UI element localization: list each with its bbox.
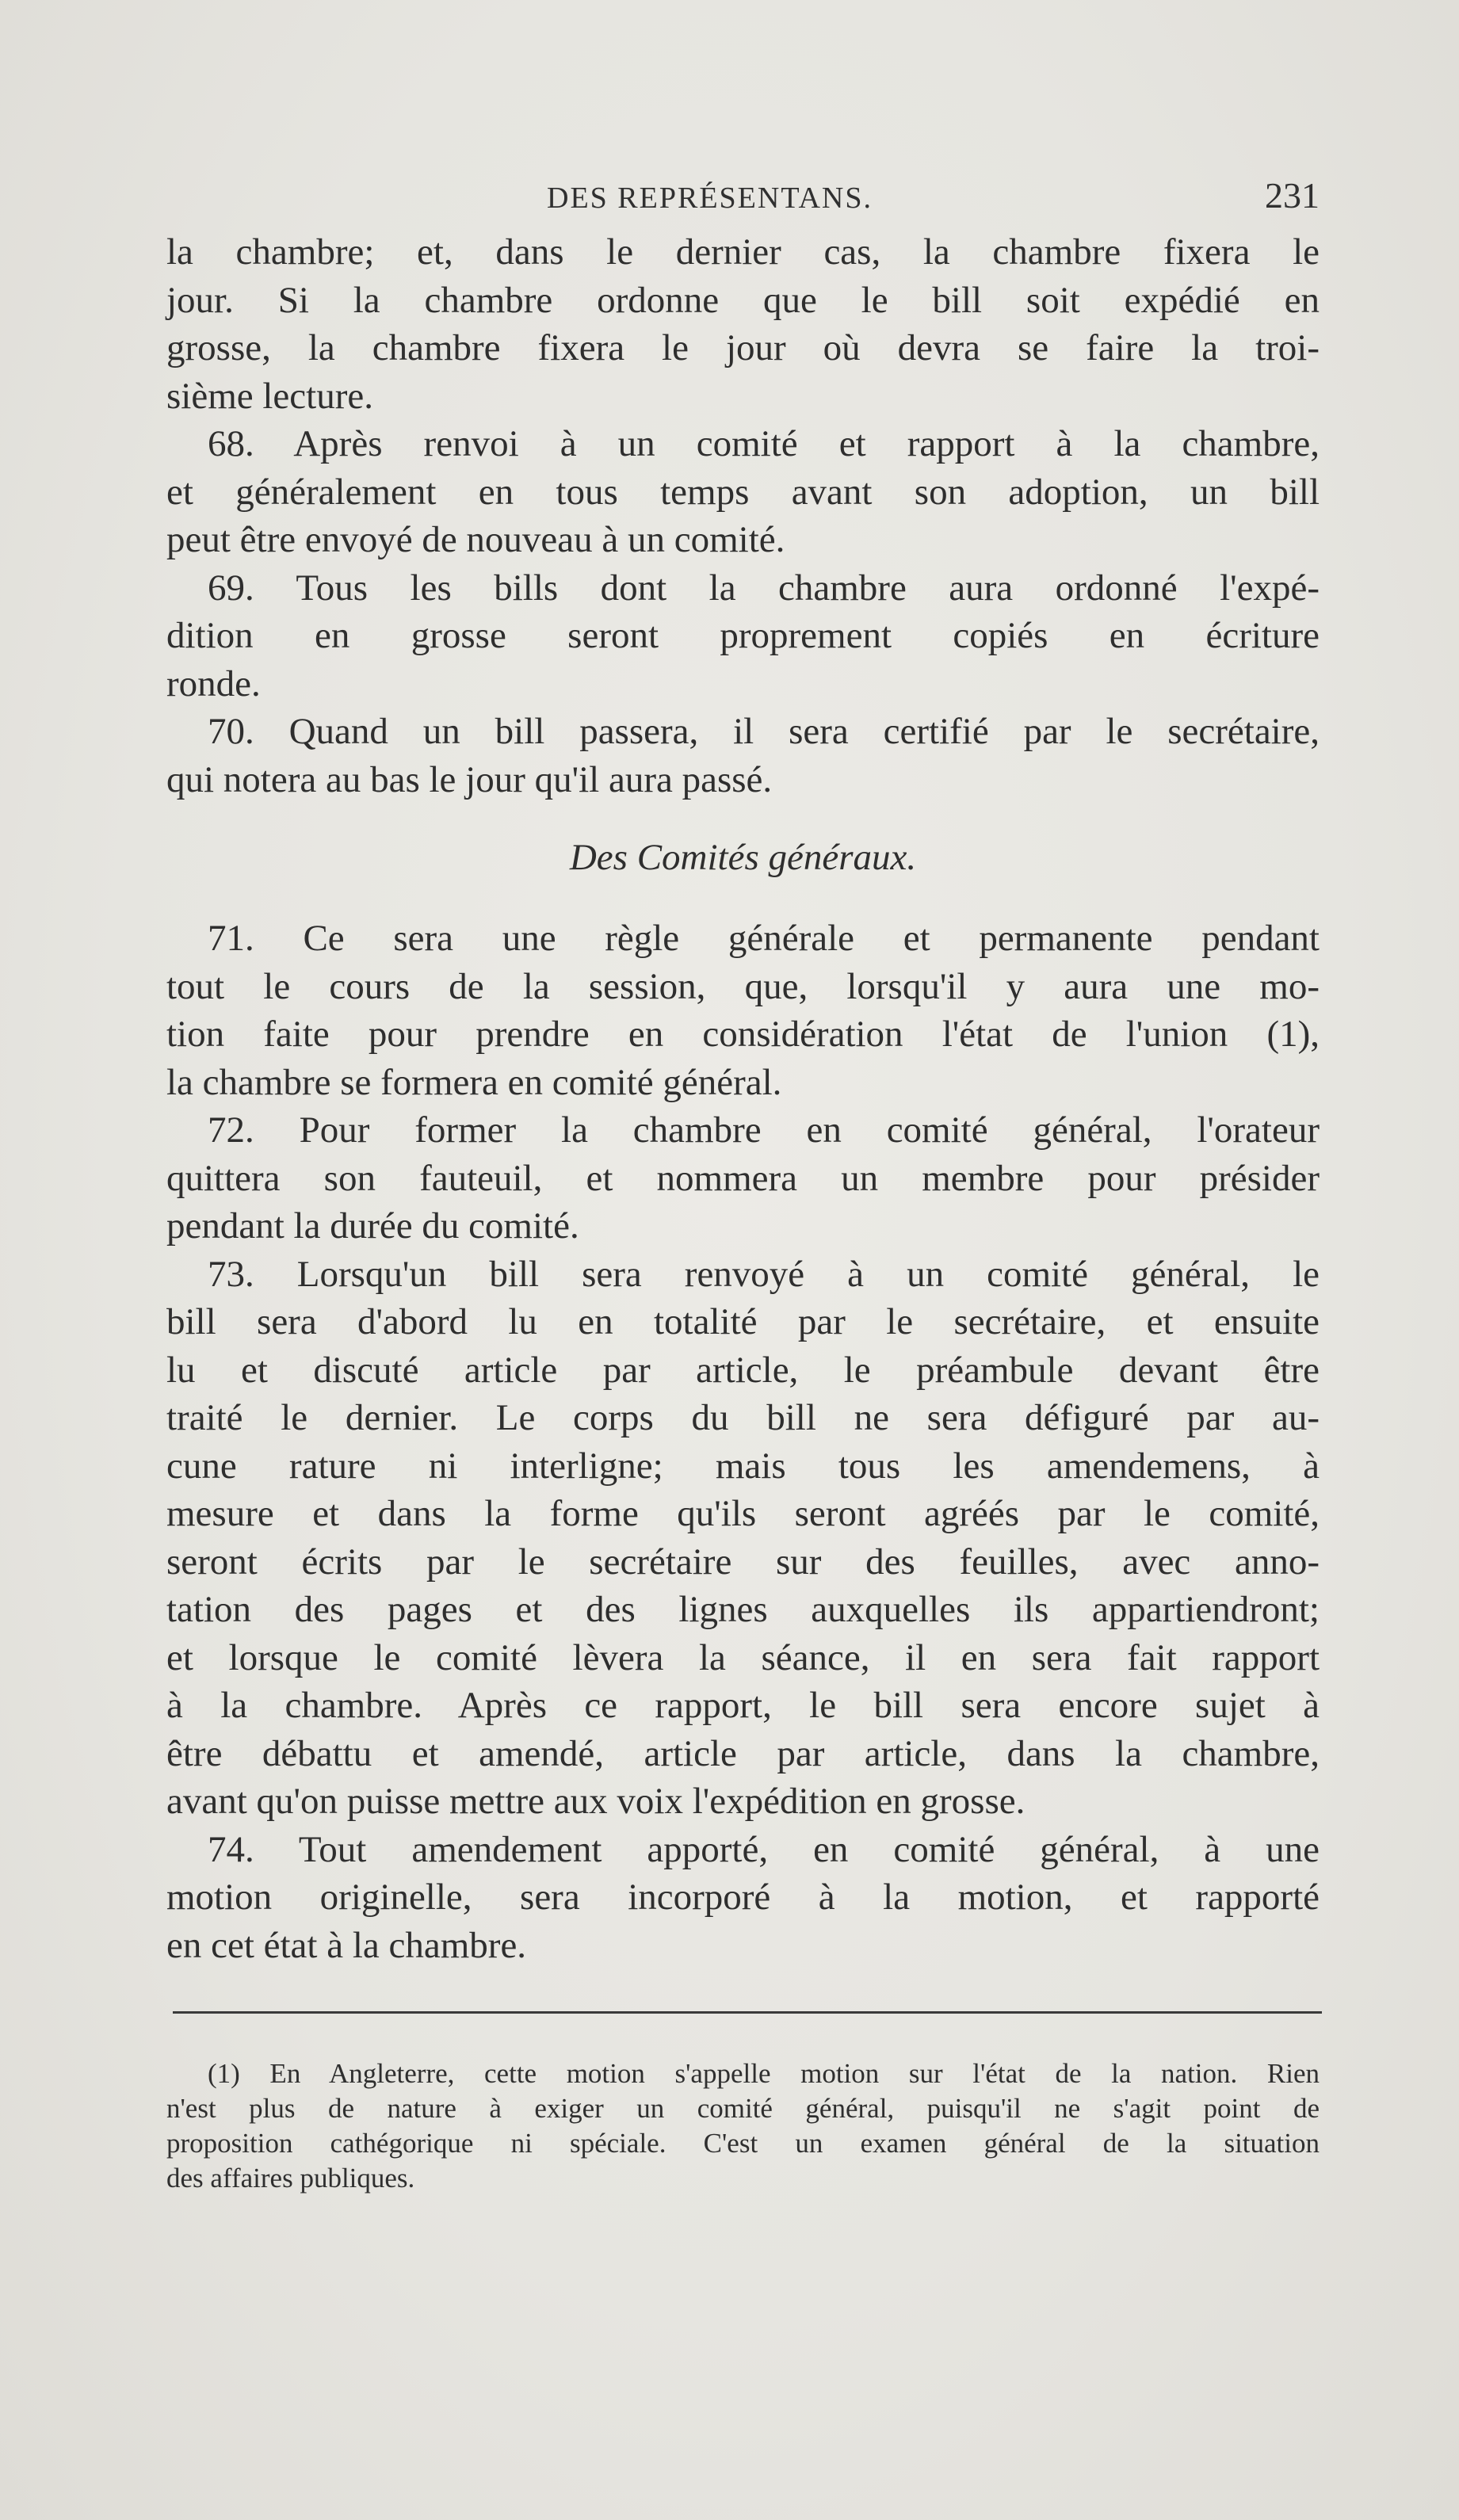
text-line: lu et discuté article par article, le préambule devant être [166,1349,1320,1391]
text-line: ronde. [166,662,261,704]
text-line: mesure et dans la forme qu'ils seront agréés par le comité, [166,1493,1320,1534]
footnote [166,2056,1320,2196]
text-line: grosse, la chambre fixera le jour où devra se faire la troi- [166,327,1320,368]
text-line: pendant la durée du comité. [166,1205,579,1247]
article-74-start: 74. Tout amendement apporté, en comité général, à une [208,1828,1320,1870]
article-69-start: 69. Tous les bills dont la chambre aura ordonné l'expé- [208,567,1320,609]
footnote-line: n'est plus de nature à exiger un comité général, puisqu'il ne s'agit point de [166,2093,1320,2124]
text-line: motion originelle, sera incorporé à la motion, et rapporté [166,1877,1320,1918]
page-body [166,228,1320,1969]
text-line: bill sera d'abord lu en totalité par le secrétaire, et ensuite [166,1301,1320,1342]
article-73-start: 73. Lorsqu'un bill sera renvoyé à un comité général, le [208,1253,1320,1295]
text-line: dition en grosse seront proprement copiés en écriture [166,615,1320,656]
text-line: la chambre; et, dans le dernier cas, la chambre fixera le [166,231,1320,273]
text-line: à la chambre. Après ce rapport, le bill sera encore sujet à [166,1685,1320,1726]
text-line: la chambre se formera en comité général. [166,1061,782,1103]
article-68-start: 68. Après renvoi à un comité et rapport à la chambre, [208,423,1320,464]
article-71-start: 71. Ce sera une règle générale et permanente pendant [208,918,1320,959]
text-line: seront écrits par le secrétaire sur des feuilles, avec anno- [166,1541,1320,1583]
text-line: traité le dernier. Le corps du bill ne sera défiguré par au- [166,1397,1320,1438]
text-line: cune rature ni interligne; mais tous les amendemens, à [166,1445,1320,1487]
footnote-line: des affaires publiques. [166,2163,415,2194]
text-line: être débattu et amendé, article par article, dans la chambre, [166,1732,1320,1774]
text-line: tout le cours de la session, que, lorsqu'il y aura une mo- [166,965,1320,1007]
page-number: 231 [1265,175,1320,216]
text-line: avant qu'on puisse mettre aux voix l'expédition en grosse. [166,1781,1026,1822]
running-head: DES REPRÉSENTANS. [547,181,873,215]
text-line: et généralement en tous temps avant son adoption, un bill [166,471,1320,513]
section-heading: Des Comités généraux. [569,837,917,878]
text-line: sième lecture. [166,375,373,417]
footnote-line: proposition cathégorique ni spéciale. C'est un examen général de la situation [166,2128,1320,2159]
text-line: peut être envoyé de nouveau à un comité. [166,519,785,560]
article-72-start: 72. Pour former la chambre en comité général, l'orateur [208,1109,1320,1151]
footnote-line: (1) En Angleterre, cette motion s'appelle motion sur l'état de la nation. Rien [208,2058,1320,2089]
text-line: et lorsque le comité lèvera la séance, il en sera fait rapport [166,1636,1320,1678]
text-line: quittera son fauteuil, et nommera un membre pour présider [166,1157,1320,1199]
text-line: jour. Si la chambre ordonne que le bill soit expédié en [166,279,1320,321]
text-line: tation des pages et des lignes auxquelles ils appartiendront; [166,1589,1320,1630]
page-header [166,175,1320,228]
text-line: tion faite pour prendre en considération l'état de l'union (1), [166,1014,1320,1055]
footnote-rule [173,2011,1322,2014]
article-70-start: 70. Quand un bill passera, il sera certifié par le secrétaire, [208,711,1320,752]
text-line: qui notera au bas le jour qu'il aura passé. [166,758,773,800]
text-line: en cet état à la chambre. [166,1924,527,1966]
